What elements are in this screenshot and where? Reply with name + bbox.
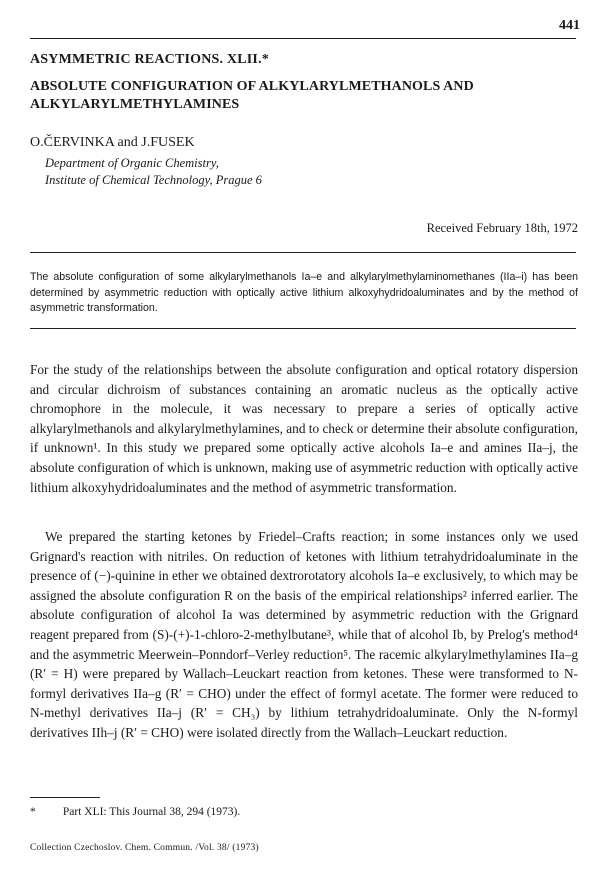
- authors: O.ČERVINKA and J.FUSEK: [30, 135, 195, 150]
- article-title: ABSOLUTE CONFIGURATION OF ALKYLARYLMETHANOLS AND ALKYLARYLMETHYLAMINES: [30, 79, 474, 112]
- header-rule: [30, 38, 576, 39]
- footnote-text: Part XLI: This Journal 38, 294 (1973).: [62, 806, 241, 818]
- footnote-rule: [30, 797, 100, 798]
- affiliation: [45, 155, 262, 189]
- abstract: The absolute configuration of some alkylarylmethanols Ia–e and alkylarylmethylaminomethanes (IIa–i) has been determined by asymmetric reduction with optically active lithium alkoxyhydridoaluminates and by the method of asymmetric transformation.: [30, 271, 578, 314]
- affiliation-line-2: Institute of Chemical Technology, Prague 6: [45, 173, 262, 187]
- body-paragraph-1: For the study of the relationships between the absolute configuration and optical rotatory dispersion and circular dichroism of substances containing an aromatic nucleus as the optically active chromophore in the molecule, it was necessary to prepare a series of optically active alkylarylmethanols and alkylarylmethylamines, and to check or determine their absolute configuration, if unknown¹. In this study we prepared some optically active alcohols Ia–e and amines IIa–j, the absolute configuration of which is unknown, making use of asymmetric reduction with optically active lithium alkoxyhydridoaluminates and the method of asymmetric transformation.: [30, 362, 578, 495]
- received-date: Received February 18th, 1972: [426, 221, 578, 235]
- abstract-top-rule: [30, 252, 576, 253]
- body-paragraph-2: We prepared the starting ketones by Friedel–Crafts reaction; in some instances only we used Grignard's reaction with nitriles. On reduction of ketones with lithium tetrahydridoaluminate in the presence of (−)-quinine in ether we obtained dextrorotatory alcohols Ia–e exclusively, to which may be assigned the absolute configuration R on the basis of the empirical relationships² inferred earlier. The absolute configuration of alcohol Ia was determined by asymmetric reduction with the Grignard reagent prepared from (S)-(+)-1-chloro-2-methylbutane³, while that of alcohol Ib, by Prelog's method⁴ and the asymmetric Meerwein–Ponndorf–Verley reduction⁵. The racemic alkylarylmethylamines IIa–g (R′ = H) were prepared by Wallach–Leuckart reaction from ketones. These were transformed to N-formyl derivatives IIa–g (R′ = CHO) under the effect of formyl acetate. The former were reduced to N-methyl derivatives IIa–j (R′ = CH₃) by lithium tetrahydridoaluminate. Only the N-formyl derivatives IIh–j (R′ = CHO) were isolated directly from the Wallach–Leuckart reduction.: [30, 529, 578, 740]
- footnote: [30, 806, 240, 818]
- series-title: ASYMMETRIC REACTIONS. XLII.*: [30, 52, 269, 67]
- page-number: 441: [559, 18, 580, 33]
- footnote-mark: *: [30, 806, 36, 818]
- abstract-bottom-rule: [30, 328, 576, 329]
- journal-citation: Collection Czechoslov. Chem. Commun. /Vol. 38/ (1973): [30, 843, 259, 853]
- affiliation-line-1: Department of Organic Chemistry,: [45, 156, 219, 170]
